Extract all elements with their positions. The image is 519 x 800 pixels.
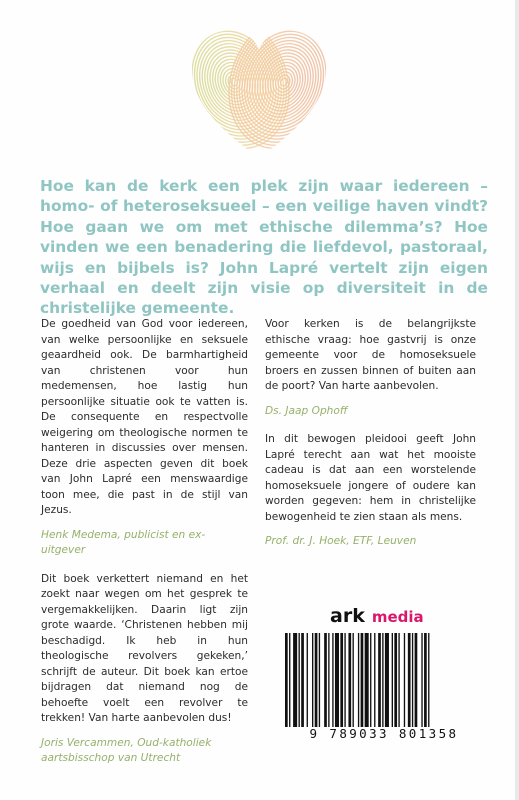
publisher-logo: [330, 605, 424, 629]
left-column: [41, 317, 248, 767]
review-text: In dit bewogen pleidooi geeft John Lapré terecht aan wat het mooiste cadeau is dat aan een worstelende homoseksuele jongere of oudere kan worden gegeven: hem in christelijke bewogenheid te zien staan als mens.: [265, 433, 476, 523]
isbn-barcode: [281, 633, 487, 741]
intro-text: Hoe kan de kerk een plek zijn waar iedereen – homo- of heteroseksueel – een veilige haven vindt? Hoe gaan we om met ethische dilemma’s? Hoe vinden we een benadering die liefdevol, pastoraal, wijs en bijbels is? John Lapré vertelt zijn eigen verhaal en deelt zijn visie op diversiteit in de christelijke gemeente.: [40, 177, 488, 318]
fingerprint-heart-illustration: [184, 22, 334, 162]
review-attribution: Ds. Jaap Ophoff: [265, 404, 348, 417]
publisher-logo-media: media: [371, 608, 424, 626]
review-attribution: Prof. dr. J. Hoek, ETF, Leuven: [265, 535, 417, 547]
page-edge: [515, 0, 519, 800]
review-attribution: Joris Vercammen, Oud-katholiek aartsbisschop van Utrecht: [41, 736, 212, 764]
review-text: Dit boek verkettert niemand en het zoekt naar wegen om het gesprek te vergemakkelijken. Daarin ligt zijn grote waarde. ‘Christenen hebben mij beschadigd. Ik heb in hun theologische revolvers gekeken,’ schrijft de auteur. Dit boek kan ertoe bijdragen dat niemand nog de behoefte voelt een revolver te trekken! Van harte aanbevolen dus!: [41, 572, 248, 724]
review-attribution: Henk Medema, publicist en ex-uitgever: [41, 528, 206, 556]
right-column: [265, 317, 476, 550]
review-text: Voor kerken is de belangrijkste ethische vraag: hoe gastvrij is onze gemeente voor de homoseksuele broers en zussen binnen of buiten aan de poort? Van harte aanbevolen.: [265, 318, 476, 392]
isbn-number: 9 789033 801358: [309, 726, 459, 741]
publisher-logo-ark: ark: [330, 605, 365, 627]
barcode-bars: [281, 633, 487, 727]
review-text: De goedheid van God voor iedereen, van welke persoonlijke en seksuele geaardheid ook. De barmhartigheid van christenen voor hun medemensen, hoe lastig hun persoonlijke situatie ook te vatten is. De consequente en respectvolle weigering om theologische normen te hanteren in discussies over mensen. Deze drie aspecten geven dit boek van John Lapré een menswaardige toon mee, die past in de stijl van Jezus.: [41, 318, 248, 516]
